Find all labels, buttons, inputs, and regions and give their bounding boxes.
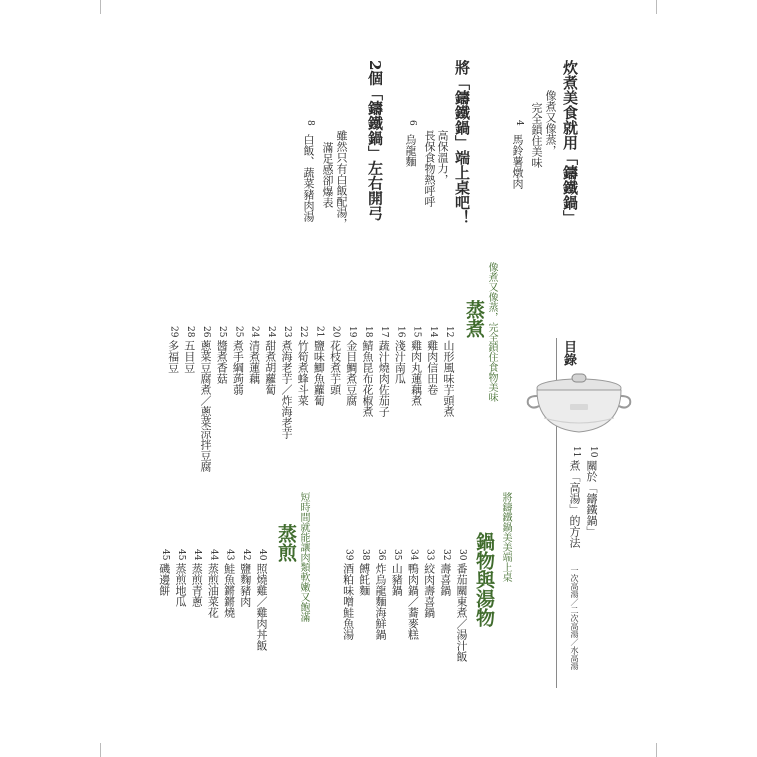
intro-page-4: 4 — [514, 120, 524, 126]
toc-entry-title: 雞肉丸蓮藕煮 — [409, 340, 423, 406]
toc-entry-page: 44 — [192, 549, 203, 561]
toc-entry-page: 43 — [224, 549, 235, 561]
intro-subtitle-3b: 滿足感卻爆表 — [321, 142, 334, 208]
toc-entry-title: 花枝煮芋頭 — [328, 340, 342, 395]
section-zhengzhu-tagline: 像煮又像蒸，完全鎖住食物美味 — [486, 262, 497, 402]
toc-entry-page: 38 — [359, 549, 370, 561]
toc-entry-page: 14 — [427, 326, 438, 338]
section-zhengzhu-heading: 蒸煮 — [463, 300, 485, 338]
toc-entry-page: 35 — [392, 549, 403, 561]
toc-entry-title: 照燒雞／雞肉丼飯 — [255, 563, 268, 651]
toc-entry-page: 16 — [395, 326, 406, 338]
toc-entry-title: 煮海老芋／炸海老芋 — [280, 340, 293, 439]
zhengzhu-list — [0, 326, 757, 526]
intro-entry-8: 白飯、蔬菜豬肉湯 — [302, 134, 315, 222]
toc-entry-title: 磯邊餅 — [157, 563, 171, 596]
toc-entry-title: 多福豆 — [166, 340, 180, 373]
toc-entry-page: 44 — [208, 549, 219, 561]
intro-title-1: 炊煮美食就用「鑄鐵鍋」 — [561, 60, 579, 225]
intro-title-2: 將「鑄鐵鍋」端上桌吧！ — [453, 60, 471, 225]
intro-subtitle-1a: 像煮又像蒸， — [544, 90, 557, 156]
intro-entry-6: 烏龍麵 — [404, 134, 417, 167]
toc-entry-title: 鮭魚鏘鏘燒 — [222, 563, 236, 618]
toc-entry-page: 18 — [363, 326, 373, 338]
toc-entry-page: 30 — [457, 549, 467, 561]
toc-entry-page: 29 — [168, 326, 179, 338]
intro-title-3: 2個「鑄鐵鍋」左右開弓 — [366, 60, 384, 221]
section-zhengjian-heading: 蒸煎 — [275, 524, 297, 562]
toc-entry-page: 45 — [159, 549, 170, 561]
toc-entry-title: 淺汁南瓜 — [393, 340, 407, 384]
toc-page-10: 10 — [588, 446, 598, 458]
toc-entry-page: 21 — [314, 326, 325, 338]
toc-entry-title: 絞肉壽喜鍋 — [422, 563, 436, 618]
intro-page-6: 6 — [407, 120, 417, 126]
toc-entry-page: 15 — [411, 326, 422, 338]
toc-entry-page: 22 — [298, 326, 309, 338]
toc-label: 目錄 — [561, 340, 576, 366]
toc-entry-title: 餺飥麵 — [357, 563, 371, 596]
toc-entry-10: 關於「鑄鐵鍋」 — [585, 460, 598, 537]
toc-entry-title: 山形風味芋頭煮 — [442, 340, 455, 417]
toc-entry-title: 金目鯛煮豆腐 — [344, 340, 358, 406]
toc-entry-title: 醬煮香菇 — [215, 340, 229, 384]
toc-entry-page: 20 — [330, 326, 341, 338]
toc-entry-title: 山豬鍋 — [390, 563, 404, 596]
crop-mark-br — [656, 743, 657, 757]
intro-subtitle-1b: 完全鎖住美味 — [530, 102, 543, 168]
intro-subtitle-2b: 長保食物熱呼呼 — [423, 130, 436, 207]
intro-entry-4: 馬鈴薯燉肉 — [511, 134, 524, 189]
toc-entry-title: 酒粕味噌鮭魚湯 — [341, 563, 355, 640]
toc-entry-page: 17 — [379, 326, 390, 338]
toc-entry-page: 45 — [176, 549, 186, 561]
toc-page-11: 11 — [571, 446, 581, 458]
toc-entry-title: 鴨肉鍋／蕎麥糕 — [406, 563, 420, 640]
intro-page-8: 8 — [305, 120, 315, 126]
toc-entry-page: 24 — [265, 326, 276, 338]
toc-entry-page: 26 — [201, 326, 211, 338]
section-zhengjian-tagline: 短時間就能讓肉類軟嫩又飽滿 — [298, 492, 309, 622]
toc-entry-page: 34 — [408, 549, 419, 561]
intro-subtitle-3a: 雖然只有白飯配湯， — [335, 130, 348, 229]
crop-mark-tr — [656, 0, 657, 14]
toc-entry-page: 25 — [233, 326, 244, 338]
toc-entry-title: 甜煮胡蘿蔔 — [263, 340, 277, 395]
section-guo-tagline: 將鑄鐵鍋美美端上桌 — [500, 492, 511, 582]
toc-entry-page: 32 — [440, 549, 451, 561]
intro-subtitle-2a: 高保溫力， — [436, 130, 449, 185]
toc-entry-page: 33 — [424, 549, 435, 561]
toc-entry-page: 39 — [343, 549, 354, 561]
toc-entry-page: 24 — [249, 326, 260, 338]
toc-entry-title: 清煮蓮藕 — [247, 340, 261, 384]
toc-entry-page: 28 — [184, 326, 195, 338]
toc-entry-page: 19 — [346, 326, 357, 338]
toc-entry-title: 煮手綱蒟蒻 — [231, 340, 245, 395]
toc-entry-title: 番茄關東煮／湯汁飯 — [455, 563, 468, 662]
toc-entry-page: 40 — [257, 549, 267, 561]
toc-entry-11-detail: 一次高湯／二次高湯／水高湯 — [570, 566, 579, 670]
toc-entry-title: 五目豆 — [182, 340, 196, 373]
section-guo-heading: 鍋物與湯物 — [473, 532, 495, 627]
toc-entry-page: 12 — [444, 326, 454, 338]
toc-entry-title: 蒸煎青蔥 — [190, 563, 204, 607]
toc-entry-title: 壽喜鍋 — [438, 563, 452, 596]
toc-entry-title: 鹽麴豬肉 — [238, 563, 252, 607]
toc-entry-title: 竹筍煮蜂斗菜 — [296, 340, 310, 406]
crop-mark-tl — [100, 0, 101, 14]
toc-entry-title: 蔥菜豆腐煮／蔥菜涼拌豆腐 — [199, 340, 212, 472]
toc-entry-page: 36 — [376, 549, 386, 561]
toc-entry-title: 炸烏龍麵海鮮鍋 — [374, 563, 387, 640]
toc-entry-title: 雞肉信田卷 — [425, 340, 439, 395]
toc-entry-page: 25 — [217, 326, 228, 338]
toc-entry-title: 蒸煎地瓜 — [174, 563, 187, 607]
toc-entry-title: 鹽味鯽魚蘿蔔 — [312, 340, 326, 406]
zhengjian-list — [0, 549, 757, 689]
toc-entry-11: 煮「高湯」的方法 — [568, 460, 581, 548]
crop-mark-bl — [100, 743, 101, 757]
toc-entry-page: 23 — [282, 326, 292, 338]
toc-entry-title: 蒸煎油菜花 — [206, 563, 220, 618]
toc-entry-page: 42 — [240, 549, 251, 561]
toc-entry-title: 鯖魚昆布花椒煮 — [361, 340, 374, 417]
toc-entry-title: 蔬汁燒肉佐茄子 — [377, 340, 391, 417]
